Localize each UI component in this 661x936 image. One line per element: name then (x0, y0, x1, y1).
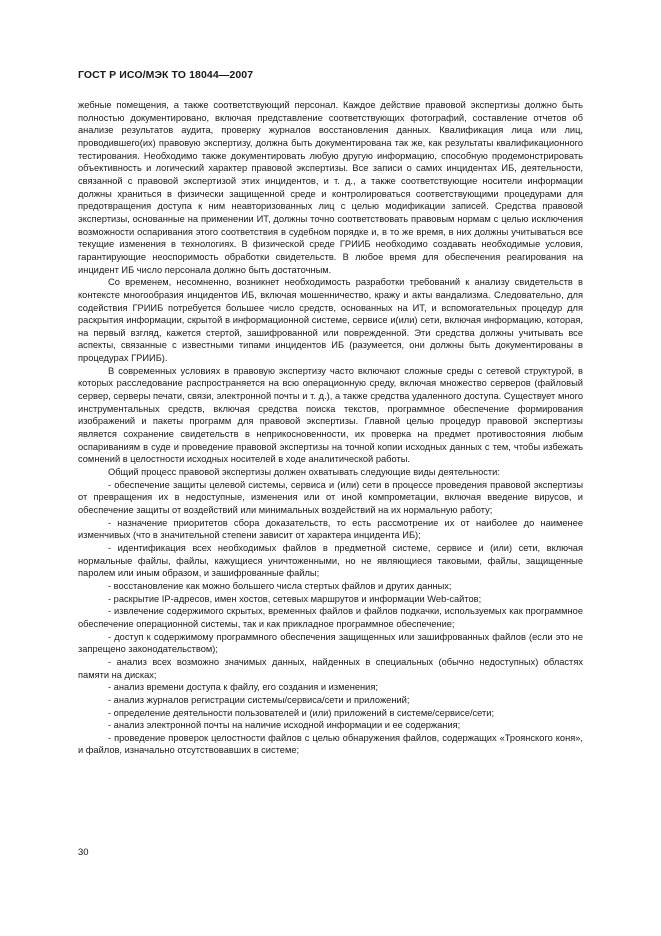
list-item: - назначение приоритетов сбора доказательств, то есть рассмотрение их от наиболее до наименее изменчивых (что в значительной степени зависит от характера инцидента ИБ); (78, 517, 583, 541)
page-header: ГОСТ Р ИСО/МЭК ТО 18044—2007 (78, 69, 254, 81)
paragraph: Со временем, несомненно, возникнет необходимость разработки требований к анализу свидетельств в контексте многообразия инцидентов ИБ, включая мошенничество, кражу и акты вандализма. Следовательно, для содействия ГРИИБ потребуется большее число средств, основанных на ИТ, и вспомогательных процедур для раскрытия информации, скрытой в информационной системе, сервисе и(или) сети, включая информацию, которая, на первый взгляд, кажется стертой, зашифрованной или поврежденной. Эти средства должны учитывать все аспекты, связанные с известными типами инцидентов ИБ (разумеется, они должны быть документированы в процедурах ГРИИБ). (78, 277, 583, 364)
list-item: - определение деятельности пользователей и (или) приложений в системе/сервисе/сети; (108, 707, 495, 718)
list-item: - раскрытие IP-адресов, имен хостов, сетевых маршрутов и информации Web-сайтов; (108, 593, 482, 604)
list-item: - проведение проверок целостности файлов с целью обнаружения файлов, содержащих «Троянского коня», и файлов, изначально отсутствовавших в системе; (78, 732, 583, 756)
list-item: - анализ времени доступа к файлу, его создания и изменения; (108, 682, 378, 693)
page-number: 30 (78, 847, 89, 858)
body-text (78, 99, 583, 757)
list-item: - доступ к содержимому программного обеспечения защищенных или зашифрованных файлов (если это не запрещено законодательством); (78, 631, 583, 655)
list-item: - анализ всех возможно значимых данных, найденных в специальных (обычно недоступных) областях памяти на дисках; (78, 656, 583, 680)
list-item: - анализ журналов регистрации системы/сервиса/сети и приложений; (108, 694, 410, 705)
list-item: - восстановление как можно большего числа стертых файлов и других данных; (108, 580, 452, 591)
list-item: - извлечение содержимого скрытых, временных файлов и файлов подкачки, используемых как программное обеспечение операционной системы, так и как прикладное программное обеспечение; (78, 606, 583, 629)
list-item: - анализ электронной почты на наличие исходной информации и ее содержания; (108, 720, 461, 731)
paragraph: Общий процесс правовой экспертизы должен охватывать следующие виды деятельности: (108, 467, 500, 478)
list-item: - обеспечение защиты целевой системы, сервиса и (или) сети в процессе проведения правовой экспертизы от превращения их в недоступные, изменения или от иной компрометации, включая введение вирусов, и обеспечение защиты от воздействий или минимальных воздействий на их нормальную работу; (78, 479, 583, 515)
paragraph: В современных условиях в правовую экспертизу часто включают сложные среды с сетевой структурой, в которых расследование распространяется на всю операционную среду, включая множество серверов (файловый сервер, серверы печати, связи, электронной почты и т. д.), а также средства удаленного доступа. Существует много инструментальных средств, включая средства поиска текстов, программное обеспечение формирования изображений и пакеты программ для правовой экспертизы. Главной целью процедур правовой экспертизы является сохранение свидетельств в неприкосновенности, их проверка на предмет противостояния любым оспариваниям в суде и проведение правовой экспертизы на точной копии исходных данных с тем, чтобы избежать сомнений в целостности исходных носителей в ходе аналитической работы. (78, 365, 583, 465)
list-item: - идентификация всех необходимых файлов в предметной системе, сервисе и (или) сети, включая нормальные файлы, файлы, кажущиеся уничтоженными, но не являющиеся таковыми, файлы, защищенные паролем или иным образом, и зашифрованные файлы; (78, 542, 583, 579)
paragraph: жебные помещения, а также соответствующий персонал. Каждое действие правовой экспертизы должно быть полностью документировано, включая представление соответствующих фотографий, составление отчетов об анализе результатов аудита, проверку журналов восстановления данных. Квалификация лица или лиц, проводившего(их) правовую экспертизу, должна быть документирована так же, как результаты квалификационного тестирования. Необходимо также документировать любую другую информацию, способную продемонстрировать объективность и логический характер правовой экспертизы. Все записи о самих инцидентах ИБ, деятельности, связанной с правовой экспертизой этих инцидентов, и т. д., а также соответствующие носители информации должны храниться в физически защищенной среде и контролироваться соответствующими процедурами для предотвращения доступа к ним неавторизованных лиц с целью модификации записей. Средства правовой экспертизы, основанные на применении ИТ, должны точно соответствовать правовым нормам с целью исключения возможности оспаривания этого соответствия в судебном порядке и, в то же время, в них должны учитываться все текущие изменения в технологиях. В физической среде ГРИИБ необходимо создавать необходимые условия, гарантирующие неоспоримость обработки свидетельств. В любое время для обеспечения реагирования на инцидент ИБ число персонала должно быть достаточным. (78, 100, 583, 275)
